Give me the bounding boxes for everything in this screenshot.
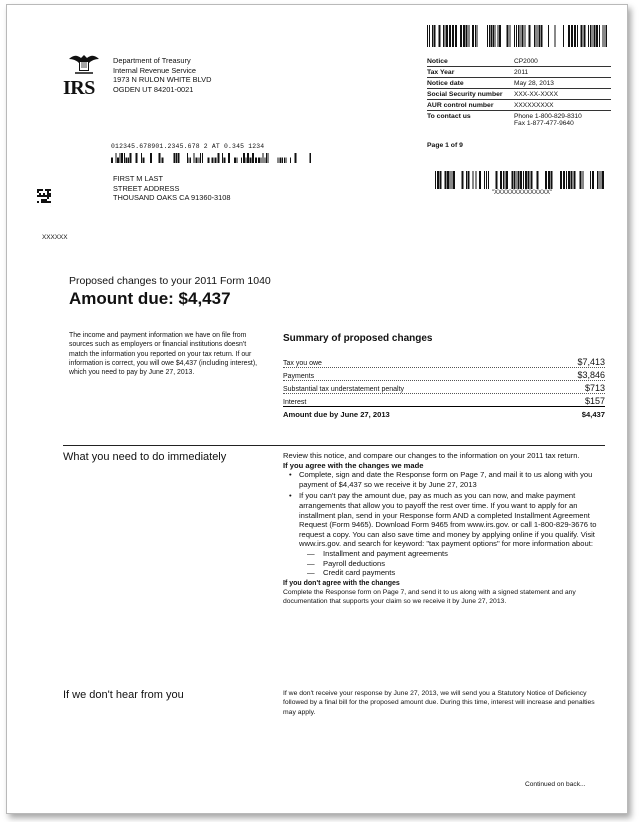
agree-bullet (289, 491, 605, 577)
notice-page (6, 4, 628, 814)
recipient-line: THOUSAND OAKS CA 91360-3108 (113, 193, 231, 203)
agency-address-line: 1973 N RULON WHITE BLVD (113, 75, 212, 85)
notice-info-value: 2011 (514, 68, 529, 76)
notice-info-label: AUR control number (427, 101, 494, 109)
contact-phone: Phone 1-800-829-8310 (514, 113, 582, 120)
irs-logo (63, 53, 107, 99)
section-divider (63, 445, 605, 446)
notice-info-label: Notice (427, 57, 448, 65)
summary-row-value: $713 (584, 383, 605, 393)
agency-address-line: OGDEN UT 84201-0021 (113, 84, 194, 94)
agree-bullets (283, 470, 605, 578)
no-response-text: If we don't receive your response by June 27, 2013, we will send you a Statutory Notice of Deficiency followed by a final bill for the proposed amount due. During this time, interest will increase and penalties may apply. (283, 690, 595, 716)
notice-info-row (427, 56, 611, 67)
summary-row (283, 381, 605, 394)
notice-info-row (427, 67, 611, 78)
summary-row (283, 368, 605, 381)
payment-option: — Installment and payment agreements (307, 549, 605, 559)
notice-intro: Proposed changes to your 2011 Form 1040 (69, 275, 271, 287)
continued-note: Continued on back... (525, 781, 586, 788)
summary-total-label: Amount due by June 27, 2013 (283, 410, 390, 419)
payment-option: — Credit card payments (307, 568, 605, 578)
irs-logo-text: IRS (63, 77, 95, 99)
top-barcode (427, 25, 611, 47)
summary-row-label: Interest (283, 399, 307, 406)
section-title-immediately: What you need to do immediately (63, 451, 227, 463)
summary-row-label: Payments (283, 373, 315, 380)
disagree-heading: If you don't agree with the changes (283, 579, 400, 587)
postal-barcode (111, 153, 311, 163)
agree-bullet-text: If you can't pay the amount due, pay as much as you can now, and make payment arrangements that allow you to payoff the rest over time. If you want to apply for an installment plan, send in your Response form AND a completed Installment Agreement Request (Form 9465). Download Form 9465 from www.irs.gov. or call 1-800-829-3676 to request a copy. You can also save time and money by applying online if you qualify. Visit www.irs.gov. and search for keyword: "tax payment options" for more information about: (299, 491, 597, 549)
summary-row-label: Substantial tax understatement penalty (283, 386, 405, 393)
barcode-caption: "XXXXXXXXXXXXXX" (491, 190, 553, 196)
notice-info-row (427, 78, 611, 89)
agency-address (113, 56, 211, 94)
payment-option: — Payroll deductions (307, 559, 605, 569)
section-intro: Review this notice, and compare our changes to the information on your 2011 tax return. (283, 451, 580, 460)
summary-total-value: $4,437 (581, 410, 605, 419)
notice-info-row (427, 100, 611, 111)
mid-barcode (433, 171, 611, 189)
contact-row (427, 111, 611, 127)
recipient-line: FIRST M LAST (113, 174, 163, 183)
qr-code-icon (37, 188, 51, 204)
reference-code: XXXXXX (42, 234, 68, 241)
notice-info-value: XXX-XX-XXXX (514, 90, 558, 98)
summary-table (283, 355, 605, 419)
notice-info-label: Social Security number (427, 90, 503, 98)
agree-heading: If you agree with the changes we made (283, 460, 424, 470)
recipient-line: STREET ADDRESS (113, 183, 180, 193)
notice-info-label: Tax Year (427, 68, 455, 76)
summary-row-value: $3,846 (577, 370, 605, 380)
recipient-address (113, 174, 230, 203)
eagle-emblem-icon (67, 53, 101, 75)
summary-row-value: $157 (584, 396, 605, 406)
notice-info-value: May 28, 2013 (514, 79, 554, 87)
payment-options-list (299, 549, 605, 578)
notice-info-value: CP2000 (514, 57, 538, 65)
summary-total-row (283, 407, 605, 419)
amount-due-title: Amount due: $4,437 (69, 289, 231, 308)
notice-info-value: XXXXXXXXX (514, 101, 554, 109)
agree-bullet: • Complete, sign and date the Response form on Page 7, and mail it to us along with you payment of $4,437 so we receive it by June 27, 2013 (289, 470, 605, 489)
page-indicator: Page 1 of 9 (427, 142, 463, 149)
section-title-no-response: If we don't hear from you (63, 689, 184, 701)
summary-row (283, 394, 605, 407)
notice-info-table (427, 56, 611, 127)
contact-fax: Fax 1-877-477-9640 (514, 120, 574, 127)
section-immediately-body (283, 451, 605, 606)
contact-values (514, 113, 611, 127)
notice-info-label: Notice date (427, 79, 464, 87)
disagree-text: Complete the Response form on Page 7, and send it to us along with a signed statement and any documentation that supports your claim so we receive it by June 27, 2013. (283, 589, 576, 606)
postal-barcode-block (111, 143, 311, 168)
agency-address-line: Department of Treasury (113, 56, 191, 65)
summary-title: Summary of proposed changes (283, 333, 433, 344)
notice-info-row (427, 89, 611, 100)
explanation-paragraph: The income and payment information we have on file from sources such as employers or financial institutions doesn't match the information you reported on your tax return. If our information is correct, you will owe $4,437 (including interest), which you need to pay by June 27, 2013. (69, 332, 258, 377)
summary-row (283, 355, 605, 368)
contact-label: To contact us (427, 113, 471, 120)
postal-number: 012345.678901.2345.678 2 AT 0.345 1234 (111, 143, 265, 150)
agency-address-line: Internal Revenue Service (113, 65, 196, 75)
summary-row-value: $7,413 (577, 357, 605, 367)
summary-row-label: Tax you owe (283, 360, 322, 367)
